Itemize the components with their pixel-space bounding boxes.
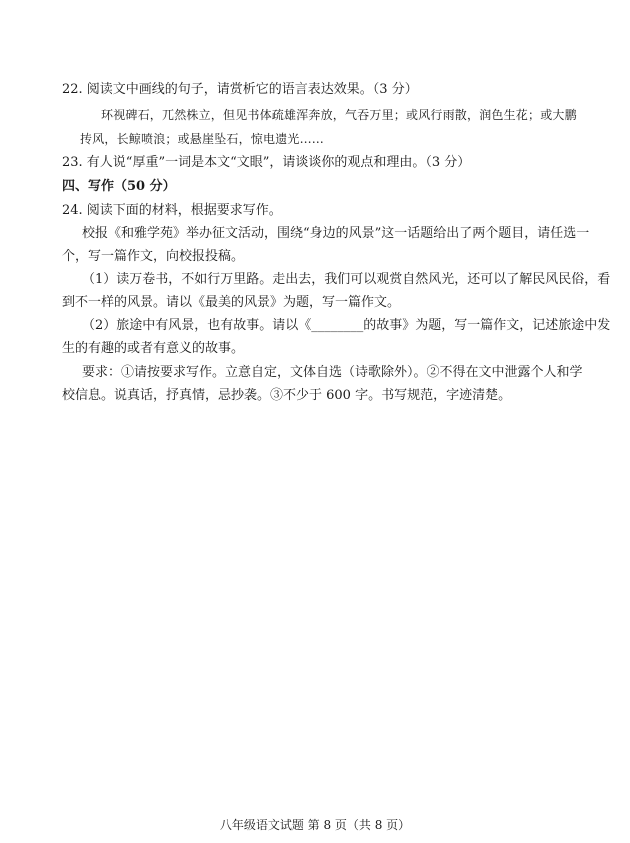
material-line-2: 个，写一篇作文，向校报投稿。 — [62, 249, 245, 264]
section-4-heading: 四、写作（50 分） — [62, 179, 176, 194]
question-22-quote-line-2: 抟风，长鲸喷浪；或悬崖坠石，惊电遗光…… — [80, 132, 325, 146]
page-footer: 八年级语文试题 第 8 页（共 8 页） — [219, 818, 411, 832]
requirements-line-2: 校信息。说真话，抒真情，忌抄袭。③不少于 600 字。书写规范，字迹清楚。 — [62, 388, 512, 403]
question-22-prompt: 22. 阅读文中画线的句子，请赏析它的语言表达效果。（3 分） — [62, 82, 418, 97]
option-1-line-1: （1）读万卷书，不如行万里路。走出去，我们可以观赏自然风光，还可以了解民风民俗，看 — [82, 272, 611, 287]
option-2-line-1: （2）旅途中有风景，也有故事。请以《________的故事》为题，写一篇作文，记述旅途中发 — [82, 318, 611, 333]
option-1-line-2: 到不一样的风景。请以《最美的风景》为题，写一篇作文。 — [62, 295, 401, 310]
option-2-line-2: 生的有趣的或者有意义的故事。 — [62, 341, 245, 356]
material-line-1: 校报《和雅学苑》举办征文活动，围绕“身边的风景”这一话题给出了两个题目，请任选一 — [82, 226, 590, 241]
question-22-quote-line-1: 环视碑石，兀然株立，但见书体疏雄浑奔放，气吞万里；或风行雨散，润色生花；或大鹏 — [101, 108, 577, 122]
requirements-line-1: 要求：①请按要求写作。立意自定，文体自选（诗歌除外）。②不得在文中泄露个人和学 — [82, 365, 583, 380]
question-23-prompt: 23. 有人说“厚重”一词是本文“文眼”，请谈谈你的观点和理由。（3 分） — [62, 155, 471, 170]
question-24-prompt: 24. 阅读下面的材料，根据要求写作。 — [62, 203, 282, 218]
